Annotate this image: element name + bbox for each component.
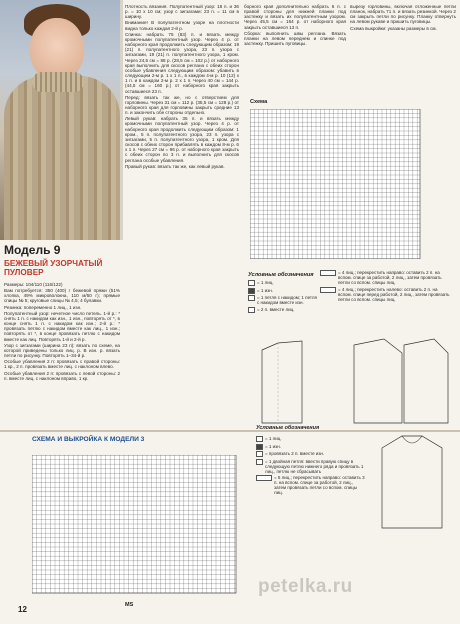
cable-right-icon — [256, 475, 272, 481]
double-stitch-icon — [256, 459, 263, 465]
cable-right-icon — [320, 270, 336, 276]
legend-item: = 5 лиц.; перекрестить направо: оставить 3 п. на вспом. спице за работой, 2 лиц., затем провязать петли со вспом. спицы лиц. — [256, 475, 366, 495]
face-shape — [30, 18, 84, 80]
text-column-2 — [125, 4, 239, 424]
knitting-chart-2 — [32, 455, 250, 603]
paragraph: Спинка: набрать 75 (83) п. и вязать между кромочными полупатентный узор. Через 4 р. от наборного края продолжить следующим образом: 19 (21) п. полупатентного узора, 23 п. узора с зигзагами, 19 (21) п. полупатентного узора, 1 кром. Через 24,5 см = 88 р. (28,5 см = 102 р.) от наборного края выполнить для скосов реглана с обеих сторон особые убавления следующим образом: убавить в следующем 2-м р. 1 х 1 п., в каждом 4-м р. 10 (12) х 1 п. и в каждом 2-м р. 2 х 1 п. Через 40 см = 144 р. (44,5 см = 160 р.) от наборного края закрыть оставшиеся 23 п. — [125, 31, 239, 94]
purl-symbol-icon — [248, 288, 255, 294]
paragraph: Вам потребуется: 350 (400) г бежевой пряжи (51% хлопка, 49% микроволокна, 110 м/50 г); прямые спицы № 5; круговые спицы № 4,5; 4 булавки. — [4, 288, 120, 304]
knit-symbol-icon — [256, 436, 263, 442]
model-title: Модель 9 — [4, 243, 61, 257]
watermark: petelka.ru — [258, 576, 353, 597]
paragraph: Особые убавления 2 п: провязать с правой стороны: 1 кр., 2 п. провязать вместе лиц. с наклоном влево. — [4, 359, 120, 370]
legend-item: = 1 двойная петля: ввести правую спицу в следующую петлю нижнего ряда и провязать 1 лиц., петлю не сбрасывать — [256, 459, 366, 474]
knitting-chart-1 — [250, 109, 446, 259]
purl-symbol-icon — [256, 444, 263, 450]
paragraph: Перед: вязать так же, но с отверстием для горловины. Через 31 см = 112 р. (35,5 см = 128 р.) от наборного края для горловины закрыть средние 13 п. и закончить обе стороны отдельно. — [125, 94, 239, 116]
cable-left-icon — [320, 287, 336, 293]
model-3-pattern — [374, 428, 458, 540]
slip-symbol-icon — [248, 295, 255, 301]
paragraph: Резинка: попеременно 1 лиц., 1 изн. — [4, 304, 82, 310]
paragraph: вырезу горловины, включая отложенные петли планок, набрать 71 п. и вязать резинкой. Через 2 см закрыть петли по рисунку. Планку отвернуть на левом рукаве и пришить пуговицы. — [350, 4, 456, 25]
paragraph: Внимание! В полупатентном узоре на плотности видна только каждая 2-й р. — [125, 20, 239, 31]
paragraph: Сборка: выполнить швы реглана. Вязать планки на левом переднем и спинке под застежку. Пришить пуговицы. — [244, 30, 346, 47]
paragraph: Правый рукав: вязать так же, как левый рукав. — [125, 163, 225, 169]
legend-list-2 — [256, 436, 366, 497]
ms-label: MS — [125, 602, 134, 608]
page-number: 12 — [18, 605, 27, 614]
legend-item: = провязать 2 п. вместе изн. — [256, 451, 366, 457]
paragraph: Полупатентный узор: нечетное число петель. 1-й р.: * снять 1 п. с накидом как изн., 1 изн., повторять от *, в конце снять 1 п. с накидом как изн.; 2-й р.: * провязать петлю с накидом вместе как лиц., 1 изн.; повторять от *, в конце провязать петлю с накидом вместе как лиц. Повторять 1-й и 2-й р. — [4, 310, 120, 342]
paragraph: Узор с зигзагами (ширина 23 п): вязать по схеме, на которой приведены только лиц. р. В изн. р. вязать петли по рисунку. Повторять 1–34-й р. — [4, 342, 120, 359]
paragraph: борного края дополнительно набрать 6 п. с правой стороны для нижней планки под застежку и вязать их полупатентным узором. Через 45,5 см = 164 р. от наборного края закрыть оставшиеся 13 п. — [244, 4, 346, 30]
decrease-symbol-icon — [248, 307, 255, 313]
legend-title: Условные обозначения — [248, 272, 314, 278]
scheme-title-model-3: СХЕМА И ВЫКРОЙКА К МОДЕЛИ 3 — [32, 436, 145, 443]
legend-item: = 2 п. вместе лиц. — [248, 307, 318, 313]
paragraph: Схема выкройки: указаны размеры в см. — [350, 25, 437, 31]
legend-item: = 1 лиц. — [248, 280, 318, 286]
knit-symbol-icon — [248, 280, 255, 286]
legend-list — [248, 280, 318, 314]
paragraph: Плотность вязания. Полупатентный узор: 18 п. и 36 р. = 10 х 10 см; узор с зигзагами: 23 п. = 11 см в ширину. — [125, 4, 239, 20]
model-subtitle: БЕЖЕВЫЙ УЗОРЧАТЫЙ ПУЛОВЕР — [4, 259, 103, 278]
body-pattern — [344, 335, 456, 430]
legend-item: = 4 лиц.; перекрестить направо: оставить 2 п. на вспом. спице за работой, 2 лиц., затем провязать петли со вспом. спицы лиц. — [320, 270, 452, 285]
collar-shape — [32, 72, 84, 92]
legend-item: = 4 лиц.; перекрестить налево: оставить 2 п. на вспом. спице перед работой, 2 лиц., затем провязать петли со вспом. спицы лиц. — [320, 287, 452, 302]
model-photo — [0, 0, 120, 240]
legend-2-title: Условные обозначения — [256, 425, 320, 431]
legend-item: = 1 петля с накидом; 1 петля с накидом вместе изн. — [248, 295, 318, 305]
text-column-3 — [244, 4, 346, 94]
photo-divider — [120, 0, 123, 240]
paragraph: Левый рукав: набрать 35 п. и вязать между кромочными полупатентный узор. Через 4 р. от наборного края продолжить следующим образом: 1 кром., 5 п. полупатентного узора, 23 п. узора с зигзагами, 5 п. полупатентного узора, 1 кром. Для скосов с обеих сторон прибавлять в каждом 8-м р. 6 х 1 п. Через 27 см = 96 р. от наборного края закрыть с обеих сторон по 3 п. и выполнить для скосов реглана особые убавления. — [125, 116, 239, 163]
sleeve-pattern — [250, 335, 330, 430]
text-column-1 — [4, 282, 120, 424]
legend-item: = 1 лиц. — [256, 436, 366, 442]
legend-list-right — [320, 270, 452, 303]
legend-item: = 1 изн. — [248, 288, 318, 294]
text-column-4 — [350, 4, 456, 94]
decrease-symbol-icon — [256, 451, 263, 457]
legend-item: = 1 изн. — [256, 444, 366, 450]
sweater-shape — [4, 76, 120, 240]
paragraph: Размеры: 104/110 (116/122) — [4, 282, 63, 287]
paragraph: Особые убавления 2 п: провязать с левой стороны: 2 п. вместе лиц. с наклоном вправо, 1 кр. — [4, 370, 120, 381]
scheme-label: Схема — [250, 99, 268, 105]
